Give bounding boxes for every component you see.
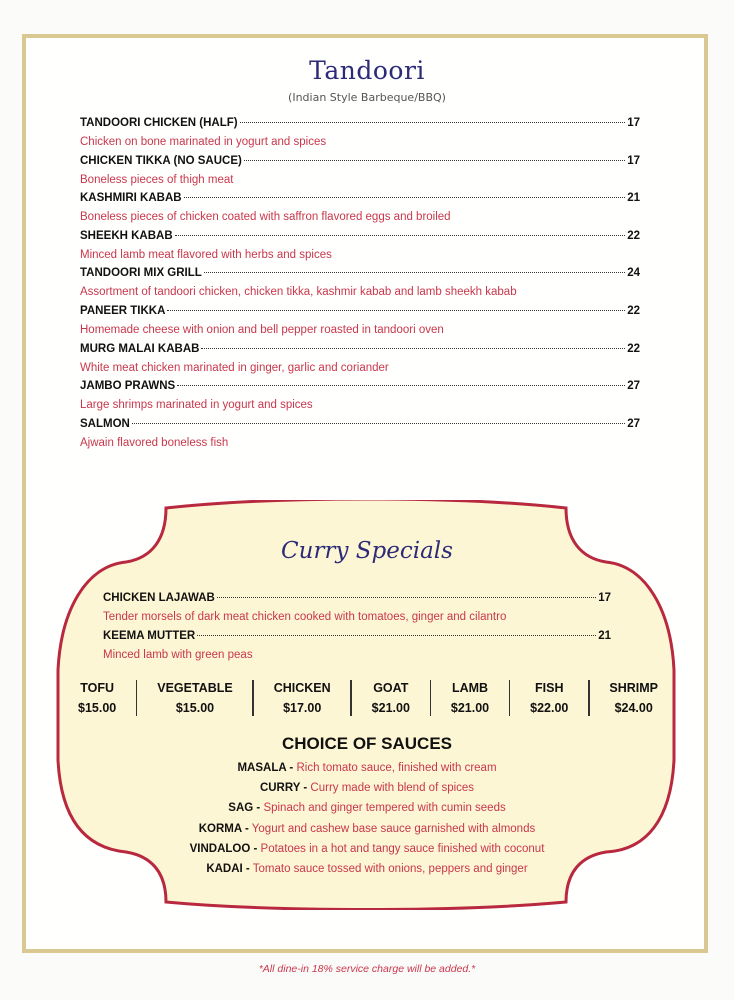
item-name: KEEMA MUTTER <box>103 630 196 642</box>
item-price: 22 <box>627 342 640 355</box>
tandoori-subtitle: (Indian Style Barbeque/BBQ) <box>288 91 446 104</box>
sauces-title: CHOICE OF SAUCES <box>281 734 453 753</box>
menu-item <box>103 630 611 668</box>
protein-price: $21.00 <box>450 701 490 715</box>
item-description: Homemade cheese with onion and bell pepper roasted in tandoori oven <box>80 323 444 336</box>
leader-dots <box>184 197 626 198</box>
menu-item <box>80 192 640 230</box>
item-price: 22 <box>627 229 640 242</box>
menu-item <box>80 343 640 381</box>
item-name: PANEER TIKKA <box>80 304 166 317</box>
item-description: Boneless pieces of thigh meat <box>80 173 234 186</box>
menu-item <box>80 267 640 305</box>
sauce-name: SAG - <box>228 802 261 815</box>
item-name: CHICKEN TIKKA (NO SAUCE) <box>80 154 242 167</box>
protein-price: $24.00 <box>614 701 653 715</box>
leader-dots <box>244 160 625 161</box>
item-description: Large shrimps marinated in yogurt and spices <box>80 399 313 412</box>
item-price: 27 <box>627 417 640 430</box>
protein-name: GOAT <box>373 681 409 695</box>
protein-option <box>74 678 120 718</box>
item-name: SHEEKH KABAB <box>80 229 173 242</box>
tandoori-item-list <box>80 117 640 455</box>
sauce-list <box>0 758 734 879</box>
leader-dots <box>197 635 596 636</box>
menu-item <box>80 230 640 268</box>
protein-divider <box>136 680 138 716</box>
menu-item <box>80 117 640 155</box>
sauce-description: Rich tomato sauce, finished with cream <box>296 762 497 774</box>
menu-item <box>80 418 640 456</box>
item-price: 17 <box>598 592 611 604</box>
protein-option <box>270 678 335 718</box>
protein-price-row <box>74 678 662 718</box>
protein-name: SHRIMP <box>609 681 658 695</box>
sauce-description: Yogurt and cashew base sauce garnished with almonds <box>251 822 536 835</box>
item-price: 27 <box>627 380 640 393</box>
sauce-name: CURRY - <box>259 782 308 795</box>
protein-price: $17.00 <box>283 701 322 715</box>
sauce-name: KORMA - <box>198 822 249 835</box>
protein-price: $22.00 <box>530 701 569 715</box>
leader-dots <box>177 385 625 386</box>
curry-item-list <box>103 592 611 668</box>
leader-dots <box>167 310 625 311</box>
sauce-item <box>0 778 734 798</box>
menu-item <box>80 305 640 343</box>
item-name: TANDOORI CHICKEN (HALF) <box>80 117 238 129</box>
tandoori-title: Tandoori <box>309 56 425 85</box>
item-price: 17 <box>627 154 640 167</box>
leader-dots <box>217 597 596 598</box>
sauce-item <box>0 819 734 839</box>
protein-option <box>526 678 572 718</box>
protein-name: TOFU <box>80 681 115 695</box>
protein-name: VEGETABLE <box>157 681 233 695</box>
sauce-description: Tomato sauce tossed with onions, peppers and ginger <box>252 862 528 875</box>
leader-dots <box>175 235 626 236</box>
protein-name: LAMB <box>451 681 489 695</box>
sauce-description: Potatoes in a hot and tangy sauce finished with coconut <box>260 842 545 855</box>
sauce-name: VINDALOO - <box>189 842 258 855</box>
item-price: 24 <box>627 267 640 280</box>
sauce-item <box>0 839 734 859</box>
item-name: JAMBO PRAWNS <box>80 380 176 393</box>
service-charge-note: *All dine-in 18% service charge will be added.* <box>258 963 476 975</box>
item-price: 21 <box>627 192 640 205</box>
sauce-description: Curry made with blend of spices <box>310 782 475 795</box>
protein-option <box>447 678 493 718</box>
curry-specials-title: Curry Specials <box>281 538 453 564</box>
protein-price: $15.00 <box>175 701 215 715</box>
item-name: KASHMIRI KABAB <box>80 192 182 205</box>
item-description: Boneless pieces of chicken coated with saffron flavored eggs and broiled <box>80 211 451 224</box>
item-description: White meat chicken marinated in ginger, garlic and coriander <box>80 361 389 374</box>
item-name: CHICKEN LAJAWAB <box>103 592 215 604</box>
protein-option <box>368 678 414 718</box>
protein-price: $15.00 <box>78 701 117 715</box>
protein-divider <box>588 680 590 716</box>
sauce-name: MASALA - <box>237 762 294 774</box>
leader-dots <box>201 348 625 349</box>
item-name: SALMON <box>80 417 130 430</box>
item-description: Ajwain flavored boneless fish <box>80 436 229 449</box>
item-description: Chicken on bone marinated in yogurt and spices <box>80 136 327 148</box>
menu-item <box>103 592 611 630</box>
menu-item <box>80 380 640 418</box>
protein-name: CHICKEN <box>273 681 331 695</box>
sauce-item <box>0 859 734 879</box>
menu-item <box>80 155 640 193</box>
item-price: 22 <box>627 304 640 317</box>
sauce-name: KADAI - <box>206 862 250 875</box>
item-price: 17 <box>627 117 640 129</box>
protein-option <box>605 678 662 718</box>
protein-divider <box>509 680 511 716</box>
leader-dots <box>132 423 625 424</box>
item-name: MURG MALAI KABAB <box>80 342 200 355</box>
item-description: Minced lamb with green peas <box>103 649 253 661</box>
item-description: Tender morsels of dark meat chicken cooked with tomatoes, ginger and cilantro <box>103 611 507 623</box>
protein-name: FISH <box>535 681 564 695</box>
item-description: Assortment of tandoori chicken, chicken tikka, kashmir kabab and lamb sheekh kabab <box>80 286 517 299</box>
sauce-item <box>0 798 734 818</box>
sauce-item <box>0 758 734 778</box>
protein-price: $21.00 <box>371 701 410 715</box>
protein-divider <box>252 680 254 716</box>
protein-divider <box>430 680 432 716</box>
leader-dots <box>204 272 625 273</box>
item-description: Minced lamb meat flavored with herbs and spices <box>80 248 332 261</box>
protein-option <box>153 678 236 718</box>
sauce-description: Spinach and ginger tempered with cumin seeds <box>263 802 506 815</box>
leader-dots <box>240 122 626 123</box>
protein-divider <box>350 680 352 716</box>
item-name: TANDOORI MIX GRILL <box>80 267 202 280</box>
item-price: 21 <box>598 630 611 642</box>
